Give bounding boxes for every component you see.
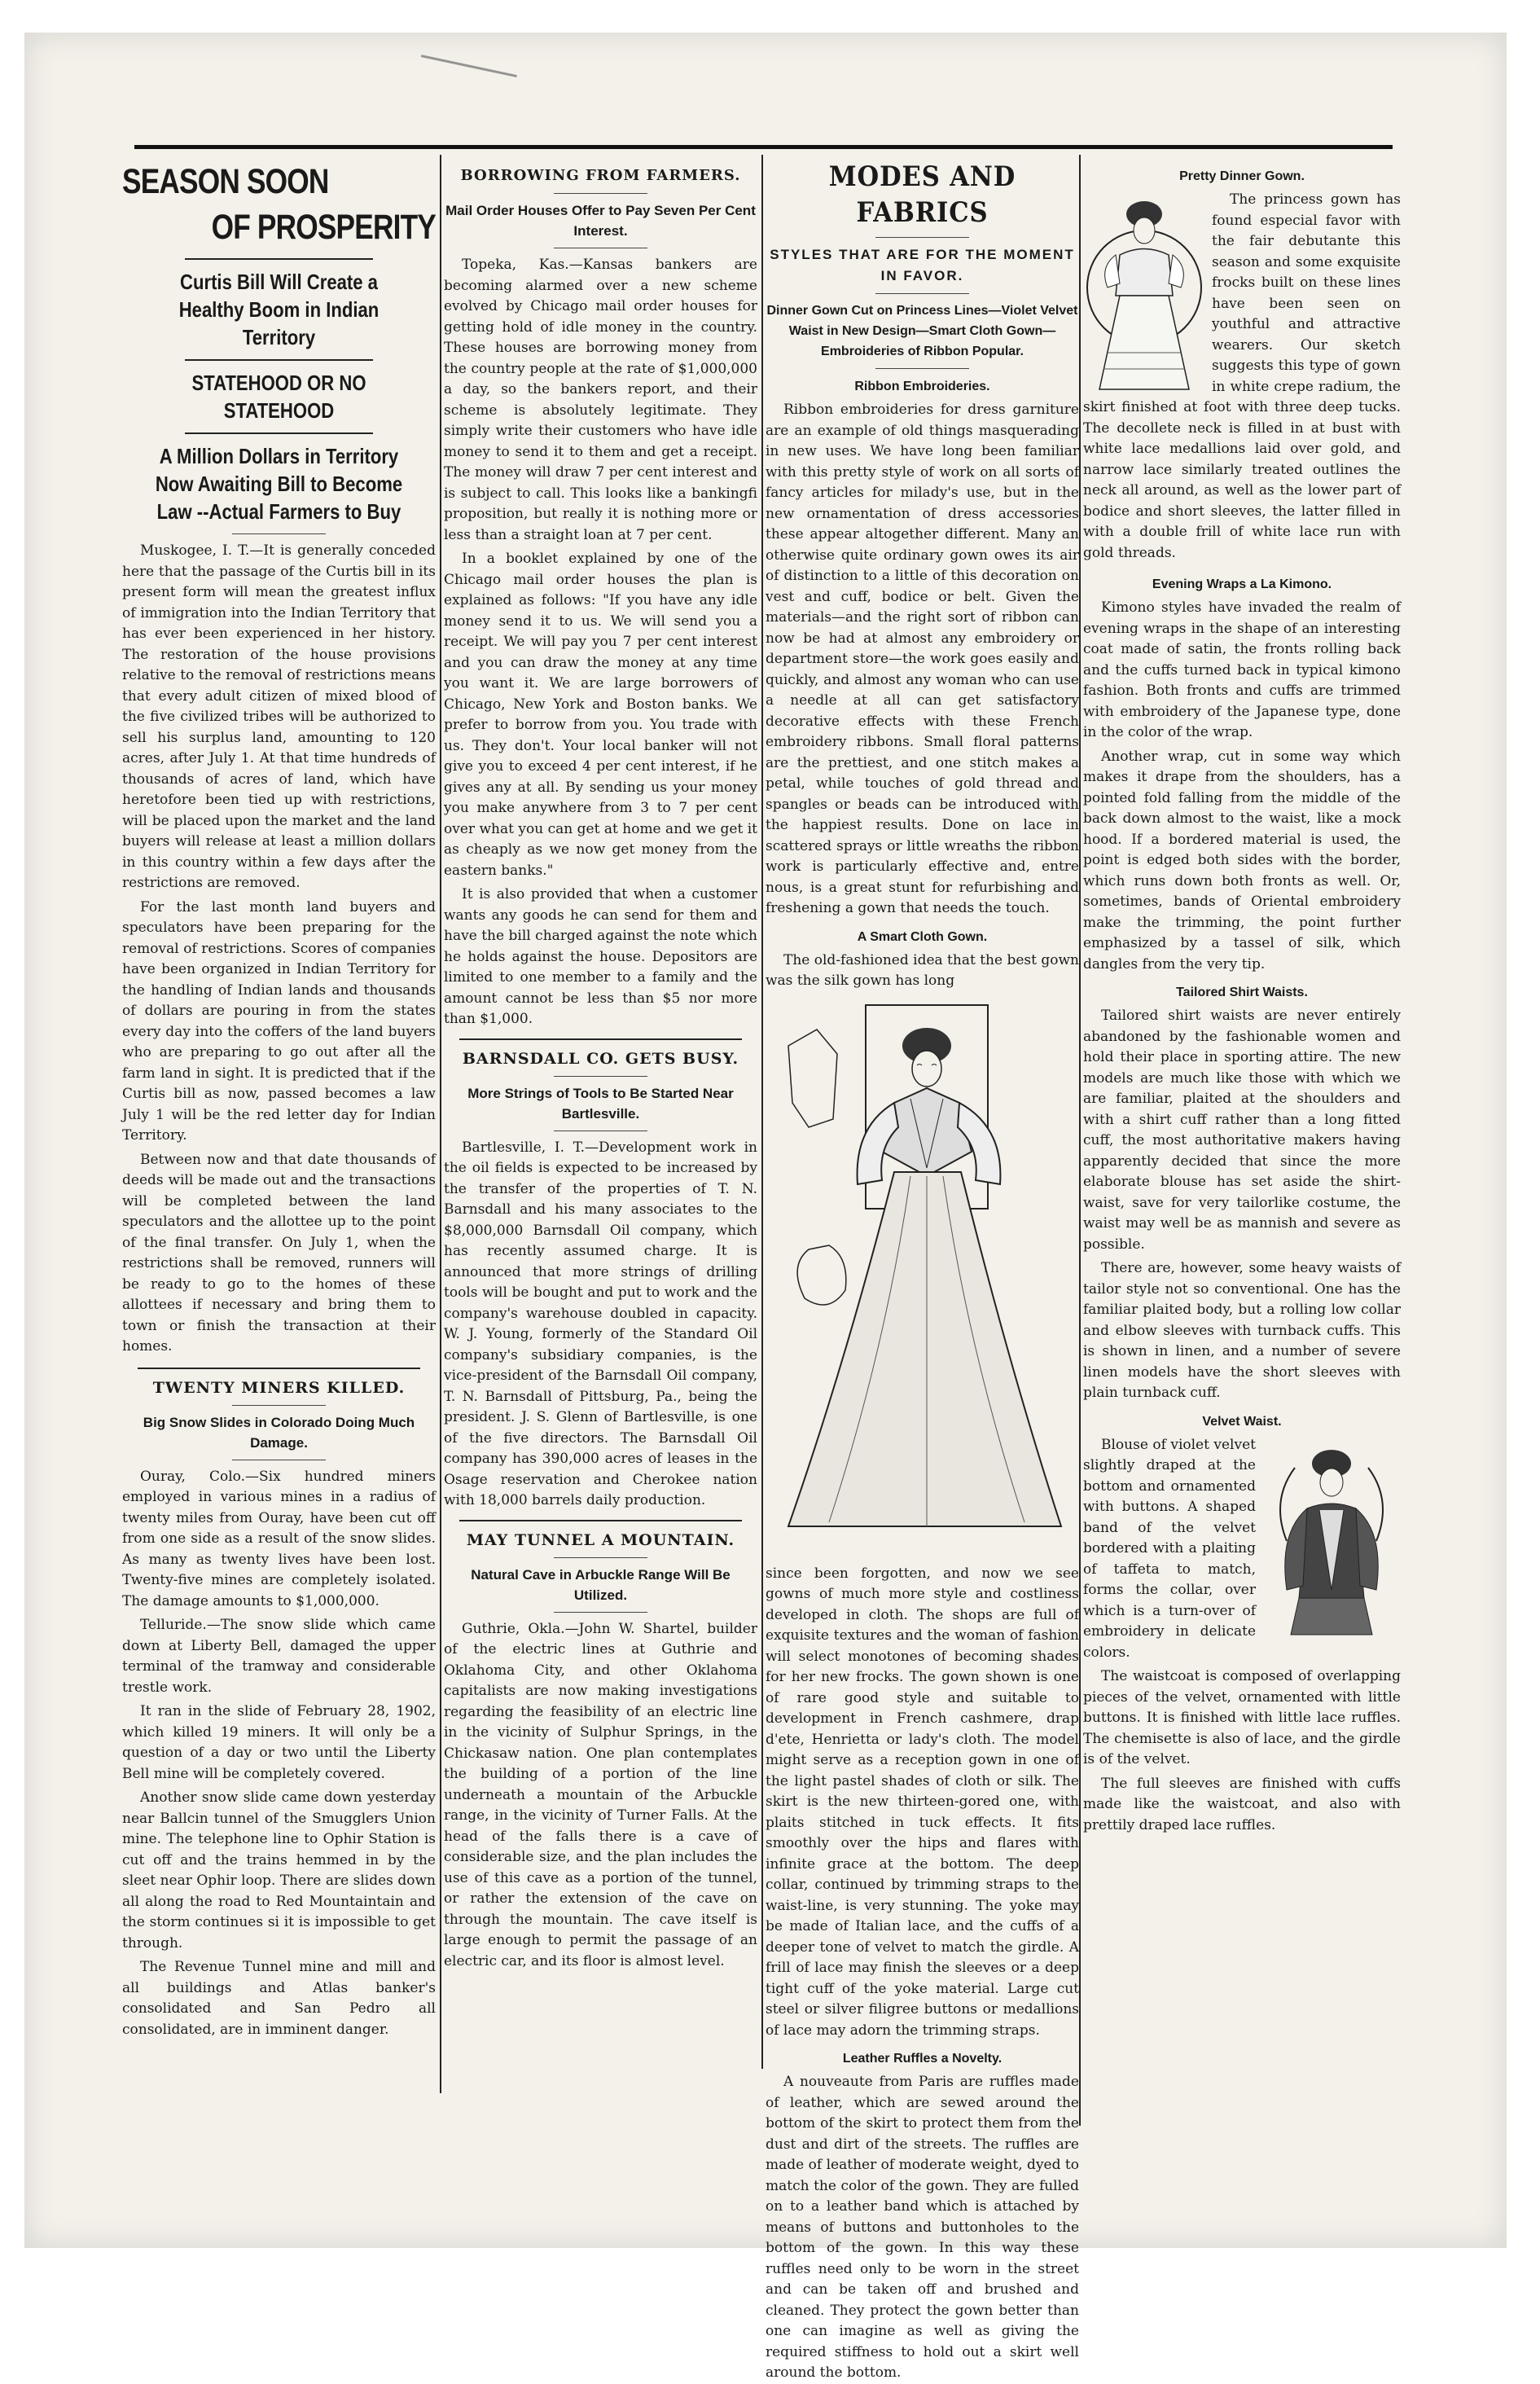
paragraph: Guthrie, Okla.—John W. Shartel, builder of the electric lines at Guthrie and Oklahoma City, and other Oklahoma capitalists are now making investigations regarding the feasibility of an electric line in the vicinity of Sulphur Springs, in the Chickasaw nation. One plan contemplates the building of a portion of the line underneath a mountain of the Arbuckle range, in the vicinity of Turner Falls. At the head of the falls there is a cave of considerable size, and the plan includes the use of this cave as a portion of the tunnel, or rather the extension of the cave on through the mountain. The cave itself is large enough to permit the passage of an electric car, and its floor is almost level.	[444, 1620, 757, 1969]
paragraph: For the last month land buyers and speculators have been preparing for the removal of restrictions. Scores of companies have been organized in Indian Territory for the handling of Indian lands and thousands of dollars are pouring in from the states every day into the coffers of the land buyers who are preparing to go out after all the farm land in sight. It is predicted that if the Curtis bill as now, passed becomes a law July 1 will be the red letter day for Indian Territory.	[122, 898, 436, 1144]
article-twenty-miners	[122, 1377, 436, 2041]
section-head: Leather Ruffles a Novelty.	[842, 2052, 1003, 2066]
headline: MODES AND FABRICS	[828, 160, 1016, 229]
headline-line-2: OF PROSPERITY	[211, 208, 436, 247]
section-head: Velvet Waist.	[1202, 1414, 1282, 1429]
divider	[185, 258, 373, 260]
divider	[185, 359, 373, 361]
deck: Natural Cave in Arbuckle Range Will Be Utilized.	[471, 1566, 731, 1603]
paragraph: The princess gown has found especial favor with the fair debutante this season and some exquisite frocks built on these lines have been seen on youthful and attractive wearers. Our sketch suggests this type of gown in white crepe radium, the skirt finished at foot with three deep tucks. The decollete neck is filled in at bust with white lace medallions laid over gold, and narrow lace similarly treated outlines the neck all around, as well as the lower part of bodice and short sleeves, the latter filled in with a double frill of white lace run with gold threads.	[1083, 191, 1401, 561]
paragraph: Muskogee, I. T.—It is generally conceded here that the passage of the Curtis bill in its present form will mean the greatest influx of immigration into the Indian Territory that has ever been experienced in her history. The restoration of the house provisions relative to the removal of restrictions means that every adult citizen of mixed blood of the five civilized tribes will be authorized to sell his surplus land, amounting to 120 acres, after July 1. At that time hundreds of thousands of acres of land, which have heretofore been tied up with restrictions, will be placed upon the market and the land buyers will release at least a million dollars in this country within a few days after the restrictions are removed.	[122, 542, 436, 891]
column-1	[122, 159, 436, 2211]
deck: Mail Order Houses Offer to Pay Seven Per Cent Interest.	[445, 203, 756, 239]
section-head: Evening Wraps a La Kimono.	[1152, 577, 1332, 591]
headline: MAY TUNNEL A MOUNTAIN.	[466, 1530, 735, 1549]
subhead: STYLES THAT ARE FOR THE MOMENT IN FAVOR.	[770, 247, 1075, 283]
headline: BORROWING FROM FARMERS.	[460, 167, 741, 184]
paragraph: Ouray, Colo.—Six hundred miners employed in various mines in a radius of twenty miles from Ouray, have been cut off from one side as a result of the snow slides. As many as twenty lives have been lost. Twenty-five mines are completely isolated. The damage amounts to $1,000,000.	[122, 1468, 436, 1609]
paragraph: The full sleeves are finished with cuffs made like the waistcoat, and also with prettily draped lace ruffles.	[1083, 1775, 1401, 1833]
divider	[554, 1557, 648, 1558]
deck-1: Curtis Bill Will Create a Healthy Boom in Indian Territory	[178, 270, 380, 349]
deck-2: STATEHOOD OR NO STATEHOOD	[191, 371, 366, 423]
divider	[875, 368, 970, 369]
paragraph: since been forgotten, and now we see gowns of much more style and costliness developed in cloth. The shops are full of exquisite textures and the woman of fashion will select monotones of becoming shades for her new frocks. The gown shown is one of rare good style and suitable to development in French cashmere, drap d'ete, Henrietta or lady's cloth. The model might serve as a reception gown in one of the light pastel shades of cloth or silk. The skirt is the new thirteen-gored one, with plaits stitched in tuck effects. It fits smoothly over the hips and flares with infinite grace at the bottom. The deep collar, continued by trimming straps to the waist-line, is very stunning. The yoke may be made of Italian lace, and the cuffs of a deeper tone of velvet to match the girdle. A frill of lace may finish the sleeves or a deep tight cuff of the yoke material. Large cut steel or silver filigree buttons or medallions of lace may adorn the trimming straps.	[766, 1565, 1079, 2039]
headline-line-1: SEASON SOON	[122, 162, 329, 201]
paragraph: It is also provided that when a customer wants any goods he can send for them and have the bill charged against the note which he holds against the house. Depositors are limited to one member to a family and the amount cannot be less than $5 nor more than $1,000.	[444, 886, 757, 1027]
column-rule	[1079, 155, 1081, 2126]
deck-3: A Million Dollars in Territory Now Awaiting Bill to Become Law --Actual Farmers to Buy	[155, 444, 403, 524]
paragraph: The old-fashioned idea that the best gown was the silk gown has long	[766, 951, 1079, 989]
paragraph: In a booklet explained by one of the Chicago mail order houses the plan is explained as follows: "If you have any idle money send it to us. We will send you a receipt. We will pay you 7 per cent interest and you can draw the money at any time you want it. We are large borrowers of Chicago, New York and Boston banks. We prefer to borrow from you. You trade with us. They don't. Your local banker will not give you to exceed 4 per cent interest, if he gives any at all. By sending us your money you make anywhere from 3 to 7 per cent over what you can get at home and we get it as cheaply as we now get money from the eastern banks."	[444, 551, 757, 879]
column-3	[766, 159, 1079, 2381]
section-head: Tailored Shirt Waists.	[1176, 986, 1308, 999]
article-borrowing	[444, 165, 757, 1030]
article-season-soon	[122, 159, 436, 1358]
dinner-gown-illustration	[1083, 190, 1205, 393]
masthead-rule	[134, 145, 1393, 149]
paragraph: Another snow slide came down yesterday near Ballcin tunnel of the Smugglers Union mine. The telephone line to Ophir Station is cut off and the trains hemmed in by the sleet near Ophir loop. There are slides down all along the road to Red Mountaintain and the storm continues si it is impossible to get through.	[122, 1789, 436, 1952]
paragraph: Blouse of violet velvet slightly draped at the bottom and ornamented with buttons. A shaped band of the velvet bordered with a plaiting of taffeta to match, forms the collar, over which is a turn-over of embroidery in delicate colors.	[1083, 1436, 1256, 1661]
divider	[554, 193, 648, 194]
headline: BARNSDALL CO. GETS BUSY.	[462, 1049, 739, 1068]
paragraph: Another wrap, cut in some way which makes it drape from the shoulders, has a pointed fold falling from the middle of the back down almost to the waist, like a mock hood. If a bordered material is used, the point is edged both sides with the border, which runs down both fronts as well. Or, sometimes, bands of Oriental embroidery make the trimming, the point further emphasized by a tassel of silk, which dangles from the very tip.	[1083, 748, 1401, 972]
smart-cloth-gown-illustration	[772, 997, 1073, 1559]
deck: More Strings of Tools to Be Started Near Bartlesville.	[467, 1085, 734, 1122]
divider	[232, 1405, 327, 1406]
divider	[459, 1520, 742, 1521]
divider	[232, 533, 327, 534]
divider	[554, 1076, 648, 1077]
deck: Big Snow Slides in Colorado Doing Much Damage.	[143, 1414, 415, 1451]
column-4	[1083, 159, 1401, 2211]
column-rule	[761, 155, 763, 2069]
column-rule	[440, 155, 441, 2093]
deck: Dinner Gown Cut on Princess Lines—Violet Velvet Waist in New Design—Smart Cloth Gown—Embroideries of Ribbon Popular.	[766, 304, 1078, 358]
paragraph: Ribbon embroideries for dress garniture are an example of old things masquerading in new uses. We have long been familiar with this pretty style of work on all sorts of fancy articles for milady's use, but in the new ornamentation of dress accessories these appear altogether different. Many an otherwise quite ordinary gown owes its air of distinction to a little of this decoration on vest and cuff, bodice or belt. Given the materials—and the right sort of ribbon can now be had at almost any embroidery or department store—the work goes easily and quickly, and almost any woman who can use a needle at all can get satisfactory decorative effects with these French embroidery ribbons. Small floral patterns are the prettiest, and one stitch makes a petal, while touches of gold thread and spangles or beads can be introduced with the happiest results. Done on lace in scattered sprays or little wreaths the ribbon work is particularly effective and, entre nous, is a great stunt for refurbishing and freshening a gown that needs the touch.	[766, 402, 1079, 916]
paragraph: Telluride.—The snow slide which came down at Liberty Bell, damaged the upper terminal of the tramway and considerable trestle work.	[122, 1617, 436, 1696]
paragraph: There are, however, some heavy waists of tailor style not so conventional. One has the familiar plaited body, but a rolling low collar and elbow sleeves with turnback cuffs. This is shown in linen, and a number of severe linen models have the short sleeves with plain turnback cuff.	[1083, 1260, 1401, 1401]
divider	[875, 293, 970, 294]
article-barnsdall	[444, 1048, 757, 1512]
paragraph: Kimono styles have invaded the realm of evening wraps in the shape of an interesting coat made of satin, the fronts rolling back and the cuffs turned back in typical kimono fashion. Both fronts and cuffs are trimmed with embroidery of the Japanese type, done in the color of the wrap.	[1083, 599, 1401, 740]
paragraph: A nouveaute from Paris are ruffles made of leather, which are sewed around the bottom of the skirt to protect them from the dust and dirt of the streets. The ruffles are made of leather of moderate weight, dyed to match the color of the gown. They are fulled on to a leather band which is attached by means of buttons and buttonholes to the bottom of the gown. In this way these ruffles need only to be worn in the street and can be taken off and brushed and cleaned. They protect the gown better than one can imagine as well as giving the required stiffness to hold out a skirt well around the bottom.	[766, 2074, 1079, 2381]
paragraph: The waistcoat is composed of overlapping pieces of the velvet, ornamented with little buttons. It is finished with little lace ruffles. The chemisette is also of lace, and the girdle is of the velvet.	[1083, 1668, 1401, 1767]
divider	[138, 1368, 420, 1369]
velvet-waist-illustration	[1262, 1435, 1401, 1639]
column-2	[444, 159, 757, 2211]
divider	[875, 237, 970, 238]
section-head: A Smart Cloth Gown.	[857, 929, 988, 944]
paragraph: It ran in the slide of February 28, 1902, which killed 19 miners. It will only be a question of a day or two until the Liberty Bell mine will be completely covered.	[122, 1703, 436, 1782]
section-head: Pretty Dinner Gown.	[1179, 169, 1305, 183]
divider	[554, 1612, 648, 1613]
paragraph: Topeka, Kas.—Kansas bankers are becoming alarmed over a new scheme evolved by Chicago mail order houses for getting hold of idle money in the country. These houses are borrowing money from the country people at the rate of $1,000,000 a day, so the bankers report, and their scheme is absolutely legitimate. They simply write their customers who have idle money to send it to them and get a receipt. The money will draw 7 per cent interest and is subject to call. This looks like a bankingfi proposition, but really it is nothing more or less than a straight loan at 7 per cent.	[444, 257, 757, 543]
headline: TWENTY MINERS KILLED.	[152, 1378, 406, 1397]
article-tunnel	[444, 1530, 757, 1973]
paragraph: Between now and that date thousands of deeds will be made out and the transactions will be completed between the land speculators and the allottee up to the point of the final transfer. On July 1, when the restrictions shall be removed, runners will be ready to go to the homes of these allottees if necessary and bring them to town or finish the transaction at their homes.	[122, 1151, 436, 1354]
paragraph: The Revenue Tunnel mine and mill and all buildings and Atlas banker's consolidated and San Pedro all consolidated, are in imminent danger.	[122, 1959, 436, 2038]
divider	[459, 1038, 742, 1040]
paragraph: Tailored shirt waists are never entirely abandoned by the fashionable women and hold their place in sporting attire. The new models are much like those with which we are familiar, plaited at the shoulders and with a shirt cuff rather than a long fitted cuff, the most authoritative makers having apparently decided that since the more elaborate blouse has set aside the shirt-waist, save for very tailorlike costume, the waist may well be as mannish and severe as possible.	[1083, 1008, 1401, 1253]
section-head: Ribbon Embroideries.	[854, 380, 990, 393]
paragraph: Bartlesville, I. T.—Development work in the oil fields is expected to be increased by the transfer of the properties of T. N. Barnsdall and his many associates to the $8,000,000 Barnsdall Oil company, which has recently assumed charge. It is announced that more strings of drilling tools will be bought and put to work and the company's warehouse doubled in capacity. W. J. Young, formerly of the Standard Oil company's subsidiary companies, is the vice-president of the Barnsdall Oil company, T. N. Barnsdall of Pittsburg, Pa., being the president. J. S. Glenn of Bartlesville, is one of the five directors. The Barnsdall Oil company has 390,000 acres of leases in the Osage reservation and Cherokee nation with 18,000 barrels daily production.	[444, 1139, 757, 1508]
divider	[185, 432, 373, 434]
